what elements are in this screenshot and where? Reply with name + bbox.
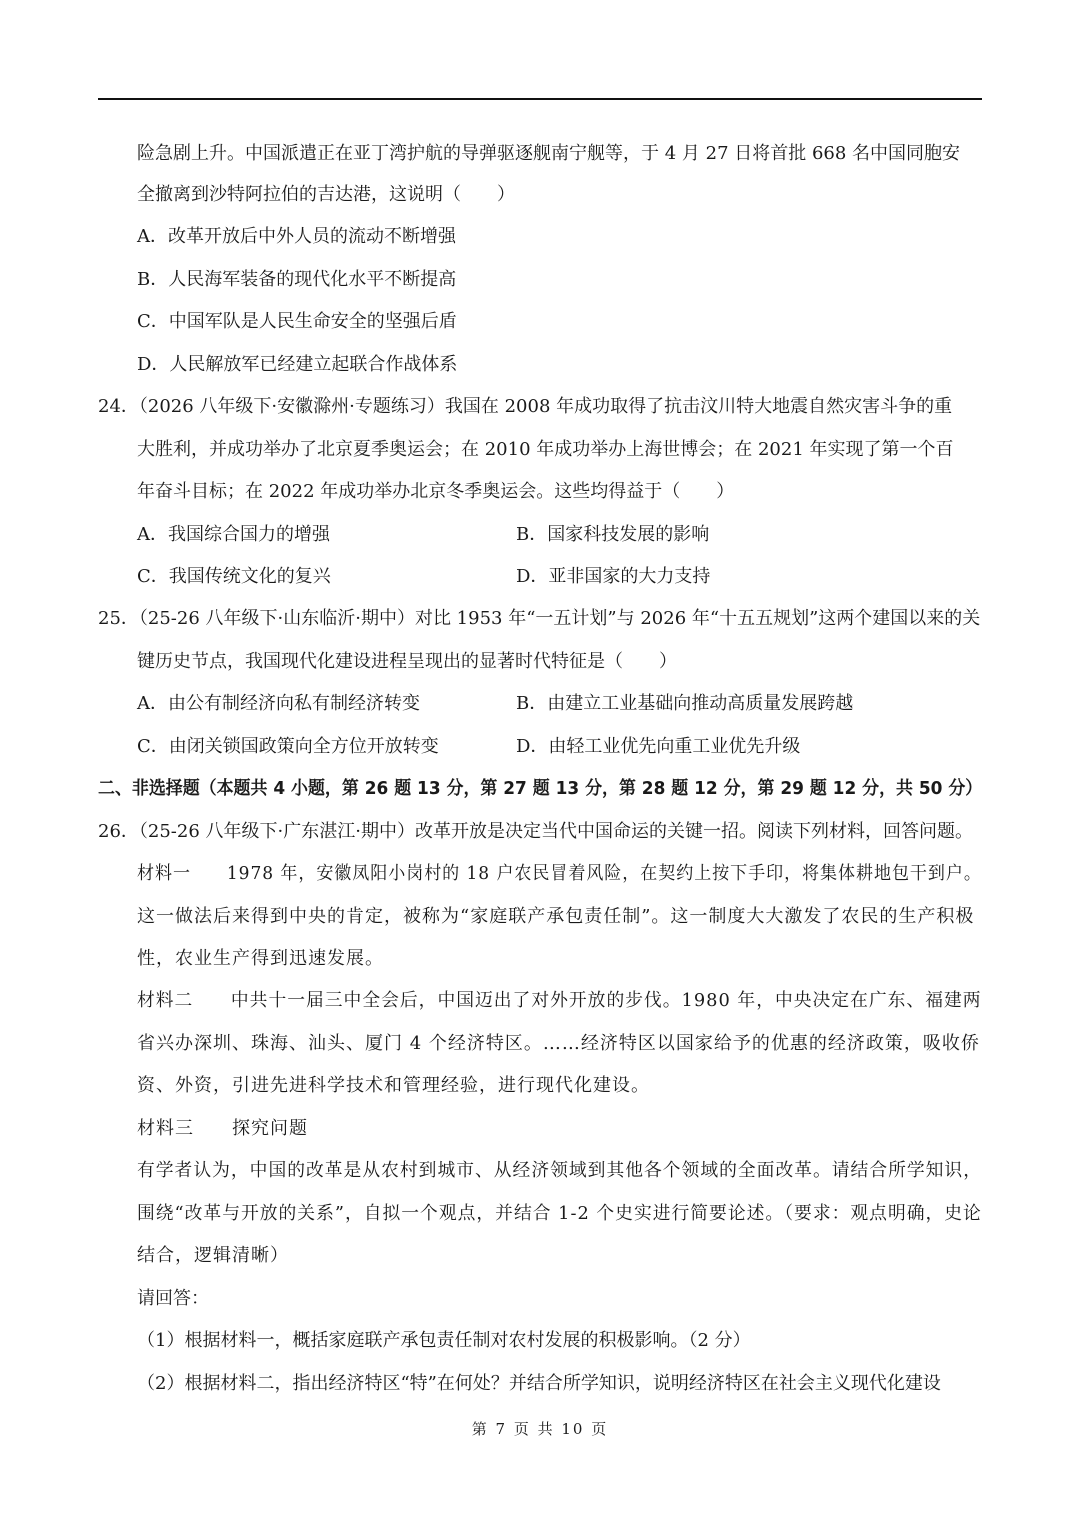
header-rule (98, 98, 982, 100)
sub-question-2: （2）根据材料二，指出经济特区“特”在何处？并结合所学知识，说明经济特区在社会主义现代化建设 (137, 1373, 941, 1394)
q23-option-d: D．人民解放军已经建立起联合作战体系 (137, 354, 458, 375)
sub-question-1: （1）根据材料一，概括家庭联产承包责任制对农村发展的积极影响。（2 分） (137, 1330, 751, 1351)
q24-option-d: D．亚非国家的大力支持 (516, 566, 711, 587)
q24-stem: 24．（2026 八年级下·安徽滁州·专题练习）我国在 2008 年成功取得了抗击汶川特大地震自然灾害斗争的重 (98, 396, 953, 417)
q23-option-c: C．中国军队是人民生命安全的坚强后盾 (137, 311, 457, 332)
material-two: 资、外资，引进先进科学技术和管理经验，进行现代化建设。 (137, 1075, 650, 1096)
material-two: 省兴办深圳、珠海、汕头、厦门 4 个经济特区。……经济特区以国家给予的优惠的经济政策，吸收侨 (137, 1033, 980, 1054)
q25-stem: 键历史节点，我国现代化建设进程呈现出的显著时代特征是（ ） (137, 651, 677, 672)
q24-stem: 大胜利，并成功举办了北京夏季奥运会；在 2010 年成功举办上海世博会；在 2021 年实现了第一个百 (137, 439, 954, 460)
material-one: 材料一 1978 年，安徽凤阳小岗村的 18 户农民冒着风险，在契约上按下手印，将集体耕地包干到户。 (137, 863, 982, 884)
q26-stem: 26．（25-26 八年级下·广东湛江·期中）改革开放是决定当代中国命运的关键一招。阅读下列材料，回答问题。 (98, 821, 973, 842)
q25-option-b: B．由建立工业基础向推动高质量发展跨越 (516, 693, 854, 714)
material-three: 围绕“改革与开放的关系”，自拟一个观点，并结合 1-2 个史实进行简要论述。（要求：观点明确，史论 (137, 1203, 982, 1224)
material-three-title: 材料三 探究问题 (137, 1118, 308, 1139)
section-heading: 二、非选择题（本题共 4 小题，第 26 题 13 分，第 27 题 13 分，第 28 题 12 分，第 29 题 12 分，共 50 分） (98, 778, 983, 799)
material-three: 结合，逻辑清晰） (137, 1245, 289, 1266)
q23-text-line: 险急剧上升。中国派遣正在亚丁湾护航的导弹驱逐舰南宁舰等，于 4 月 27 日将首批 668 名中国同胞安 (137, 143, 961, 164)
answer-prompt: 请回答： (137, 1288, 209, 1309)
material-three: 有学者认为，中国的改革是从农村到城市、从经济领域到其他各个领域的全面改革。请结合所学知识， (137, 1160, 982, 1181)
q23-option-b: B．人民海军装备的现代化水平不断提高 (137, 269, 457, 290)
q24-option-c: C．我国传统文化的复兴 (137, 566, 331, 587)
page-number: 第 7 页 共 10 页 (471, 1420, 609, 1438)
q24-option-b: B．国家科技发展的影响 (516, 524, 710, 545)
material-two: 材料二 中共十一届三中全会后，中国迈出了对外开放的步伐。1980 年，中央决定在广东、福建两 (137, 990, 982, 1011)
q23-option-a: A．改革开放后中外人员的流动不断增强 (137, 226, 456, 247)
q24-stem: 年奋斗目标；在 2022 年成功举办北京冬季奥运会。这些均得益于（ ） (137, 481, 735, 502)
material-one: 性，农业生产得到迅速发展。 (137, 948, 384, 969)
q25-option-d: D．由轻工业优先向重工业优先升级 (516, 736, 801, 757)
material-one: 这一做法后来得到中央的肯定，被称为“家庭联产承包责任制”。这一制度大大激发了农民的生产积极 (137, 906, 975, 927)
q25-stem: 25．（25-26 八年级下·山东临沂·期中）对比 1953 年“一五计划”与 2026 年“十五五规划”这两个建国以来的关 (98, 608, 981, 629)
q24-option-a: A．我国综合国力的增强 (137, 524, 330, 545)
q25-option-a: A．由公有制经济向私有制经济转变 (137, 693, 420, 714)
q25-option-c: C．由闭关锁国政策向全方位开放转变 (137, 736, 439, 757)
q23-text-line: 全撤离到沙特阿拉伯的吉达港，这说明（ ） (137, 184, 515, 205)
